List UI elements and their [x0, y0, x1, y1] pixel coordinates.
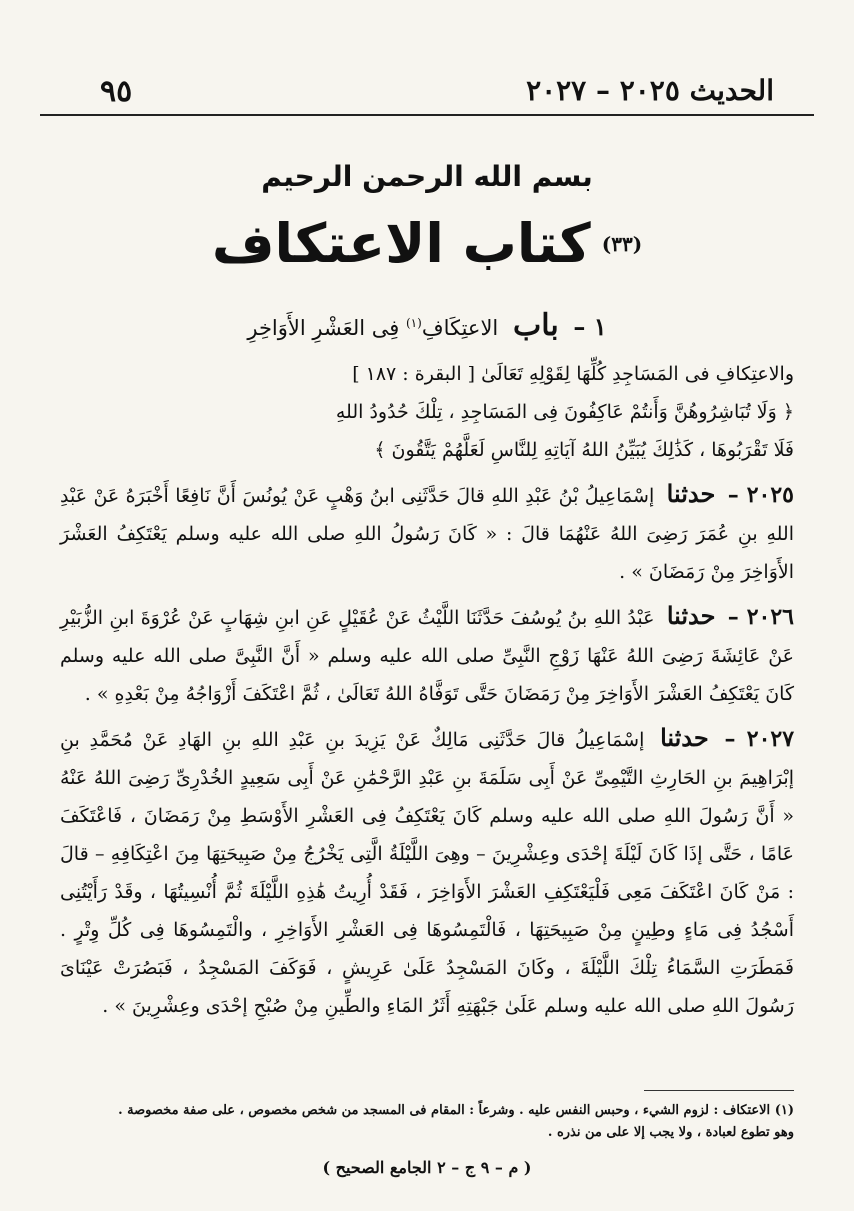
quran-verse-line-1: ﴿ وَلَا تُبَاشِرُوهُنَّ وَأَنتُمْ عَاكِفُونَ فِى المَسَاجِدِ ، تِلْكَ حُدُودُ اللهِ: [335, 401, 794, 423]
quran-verse-line-2: فَلَا تَقْرَبُوهَا ، كَذَٰلِكَ يُبَيِّنُ اللهُ آيَاتِهِ لِلنَّاسِ لَعَلَّهُمْ يَتَّقُونَ ﴾: [374, 439, 794, 461]
page-header: [40, 60, 814, 110]
footnote-marker: (١): [405, 316, 422, 330]
haddathana-label: حدثنا: [666, 479, 716, 508]
haddathana-label: حدثنا: [660, 723, 709, 752]
header-divider: [40, 114, 814, 116]
book-number: (٣٣): [601, 231, 643, 256]
running-title: الحديث ٢٠٢٥ – ٢٠٢٧: [526, 74, 774, 107]
hadith-2027: [60, 719, 794, 1025]
chapter-number: ١ –: [573, 312, 607, 341]
page-number: ٩٥: [100, 74, 133, 109]
hadith-2025: [60, 475, 794, 591]
book-title: كتاب الاعتكاف: [211, 212, 591, 275]
hadith-number: ٢٠٢٦ –: [727, 604, 794, 630]
chapter-title: الاعتِكَافِ: [421, 316, 499, 340]
chapter-title-rest: فِى العَشْرِ الأَوَاخِرِ: [247, 316, 400, 340]
hadith-text: عَبْدُ اللهِ بنُ يُوسُفَ حَدَّثَنَا اللَّيْثُ عَنْ عُقَيْلٍ عَنِ ابنِ شِهَابٍ عَنْ عُرْوَةَ ابنِ الزُّبَيْرِ عَنْ عَائِشَةَ رَضِىَ اللهُ عَنْهَا زَوْجِ النَّبِىِّ صلى الله عليه وسلم « أَنَّ النَّبِىَّ صلى الله عليه وسلم كَانَ يَعْتَكِفُ العَشْرَ الأَوَاخِرَ مِنْ رَمَضَانَ حَتَّى تَوَفَّاهُ اللهُ تَعَالَىٰ ، ثُمَّ اعْتَكَفَ أَزْوَاجُهُ مِنْ بَعْدِهِ » .: [60, 607, 794, 705]
chapter-heading: [0, 308, 854, 343]
hadith-text: إسْمَاعِيلُ قالَ حَدَّثَنِى مَالِكٌ عَنْ يَزِيدَ بنِ عَبْدِ اللهِ بنِ الهَادِ عَنْ مُحَمَّدِ بنِ إبْرَاهِيمَ بنِ الحَارِثِ التَّيْمِىِّ عَنْ أَبِى سَلَمَةَ بنِ عَبْدِ الرَّحْمَٰنِ عَنْ أَبِى سَعِيدٍ الخُدْرِىِّ رَضِىَ اللهُ عَنْهُ « أَنَّ رَسُولَ اللهِ صلى الله عليه وسلم كَانَ يَعْتَكِفُ فِى العَشْرِ الأَوْسَطِ مِنْ رَمَضَانَ ، فَاعْتَكَفَ عَامًا ، حَتَّى إذَا كَانَ لَيْلَةَ إحْدَى وعِشْرِينَ – وهِىَ اللَّيْلَةُ الَّتِى يَخْرُجُ مِنْ صَبِيحَتِهَا مِنَ اعْتِكَافِهِ – قالَ : مَنْ كَانَ اعْتَكَفَ مَعِى فَلْيَعْتَكِفِ العَشْرَ الأَوَاخِرَ ، فَقَدْ أُرِيتُ هَٰذِهِ اللَّيْلَةَ ثُمَّ أُنْسِيتُهَا ، وقَدْ رَأَيْتُنِى أَسْجُدُ فِى مَاءٍ وطِينٍ مِنْ صَبِيحَتِهَا ، فَالْتَمِسُوهَا فِى العَشْرِ الأَوَاخِرِ ، والْتَمِسُوهَا فِى كُلِّ وِتْرٍ . فَمَطَرَتِ السَّمَاءُ تِلْكَ اللَّيْلَةَ ، وكَانَ المَسْجِدُ عَلَىٰ عَرِيشٍ ، فَوَكَفَ المَسْجِدُ ، فَبَصُرَتْ عَيْنَاىَ رَسُولَ اللهِ صلى الله عليه وسلم عَلَىٰ جَبْهَتِهِ أَثَرُ المَاءِ والطِّينِ مِنْ صُبْحِ إحْدَى وعِشْرِينَ » .: [60, 729, 794, 1017]
chapter-bab-label: باب: [512, 308, 559, 343]
haddathana-label: حدثنا: [666, 601, 716, 630]
printer-signature: ( م – ٩ ج – ٢ الجامع الصحيح ): [322, 1158, 532, 1177]
hadith-number: ٢٠٢٥ –: [727, 482, 794, 508]
basmala-calligraphy: بسم الله الرحمن الرحيم: [261, 160, 593, 193]
hadith-number: ٢٠٢٧ –: [724, 726, 795, 752]
hadith-2026: [60, 597, 794, 713]
chapter-intro: والاعتِكافِ فى المَسَاجِدِ كُلِّهَا لِقَوْلِهِ تَعَالَىٰ [ البقرة : ١٨٧ ]: [352, 363, 794, 385]
footnote-1: (١) الاعتكاف : لزوم الشيء ، وحبس النفس عليه . وشرعاً : المقام فى المسجد من شخص مخصوص ، على صفة مخصوصة .: [118, 1103, 794, 1118]
book-heading: [0, 212, 854, 275]
main-text: [60, 355, 794, 1025]
hadith-text: إسْمَاعِيلُ بْنُ عَبْدِ اللهِ قالَ حَدَّثَنِى ابنُ وَهْبٍ عَنْ يُونُسَ أَنَّ نَافِعًا أَخْبَرَهُ عَنْ عَبْدِ اللهِ بنِ عُمَرَ رَضِىَ اللهُ عَنْهُمَا قالَ : « كَانَ رَسُولُ اللهِ صلى الله عليه وسلم يَعْتَكِفُ العَشْرَ الأَوَاخِرَ مِنْ رَمَضَانَ » .: [60, 485, 794, 583]
footnote-1-continued: وهو تطوع لعبادة ، ولا يجب إلا على من نذره .: [547, 1125, 794, 1140]
footnotes: [60, 1100, 794, 1144]
footnote-divider: [644, 1090, 794, 1091]
